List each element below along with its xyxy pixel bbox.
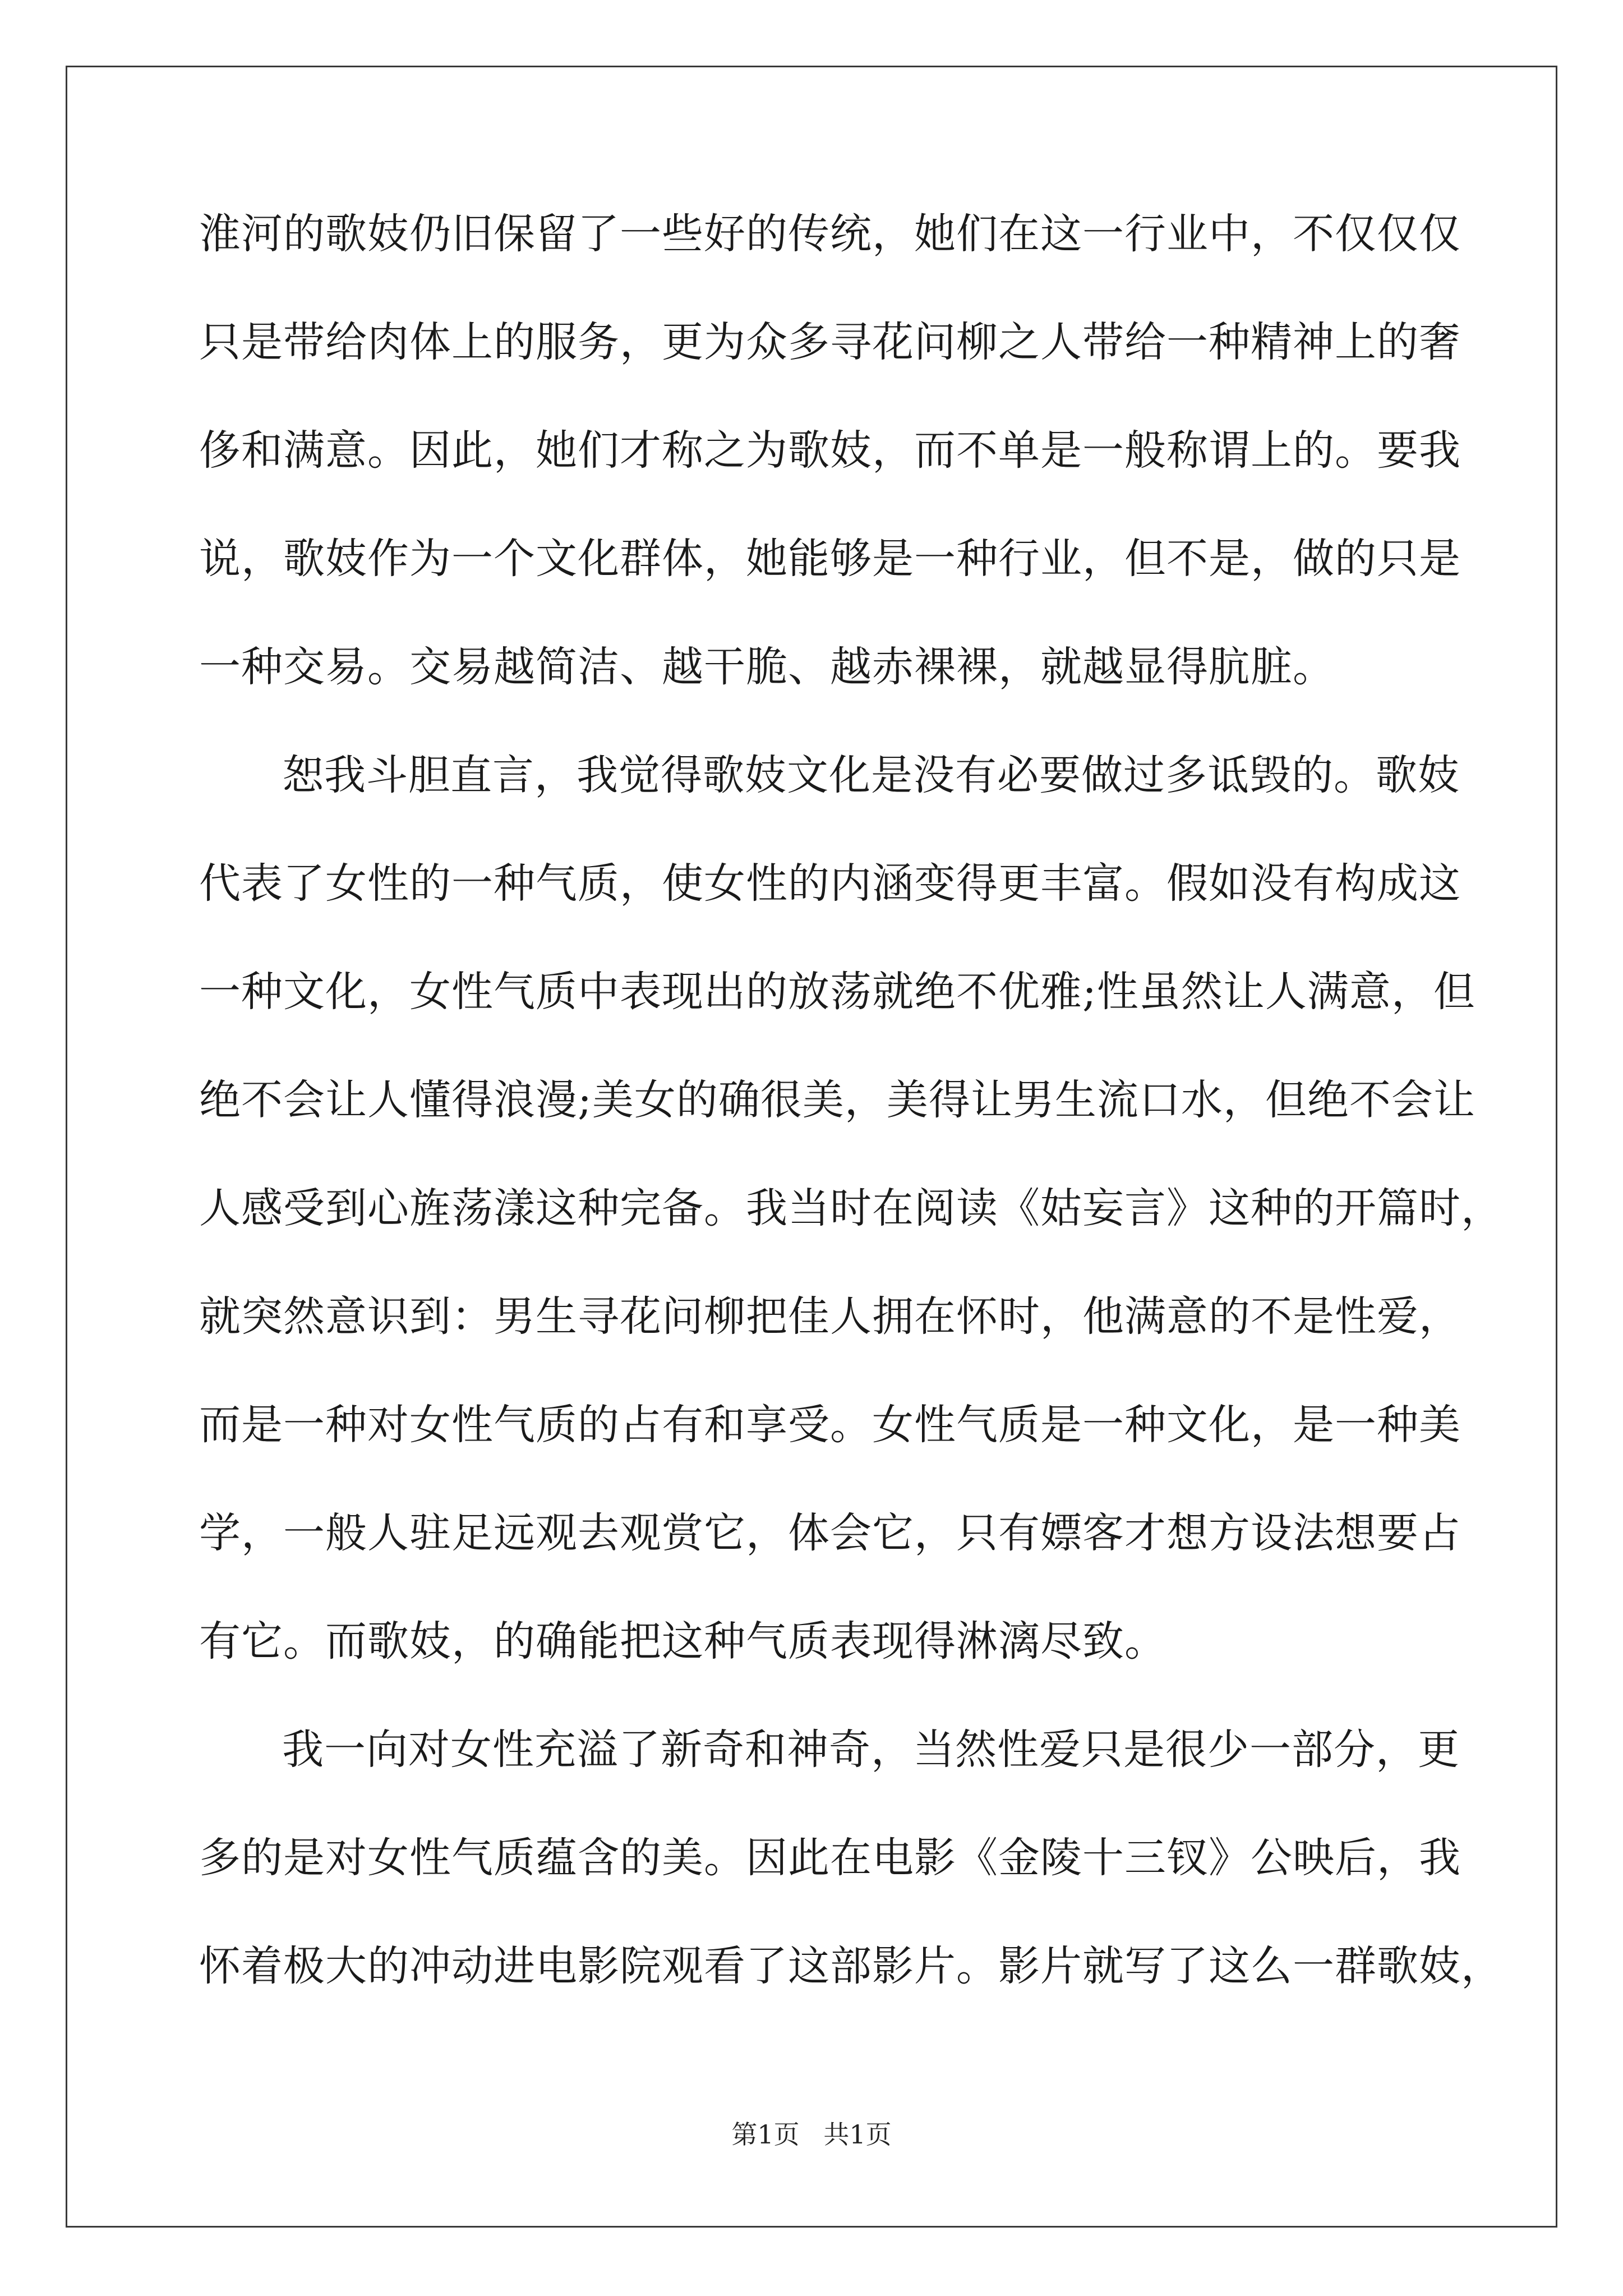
page-footer — [0, 2119, 1623, 2150]
text-line: 只是带给肉体上的服务，更为众多寻花问柳之人带给一种精神上的奢 — [199, 318, 1461, 366]
text-line: 淮河的歌妓仍旧保留了一些好的传统，她们在这一行业中，不仅仅仅 — [199, 210, 1461, 258]
text-line: 怀着极大的冲动进电影院观看了这部影片。影片就写了这么一群歌妓， — [199, 1942, 1503, 1990]
page-total: 共1页 — [823, 2119, 892, 2150]
text-line: 代表了女性的一种气质，使女性的内涵变得更丰富。假如没有构成这 — [199, 859, 1461, 908]
text-line: 一种文化，女性气质中表现出的放荡就绝不优雅;性虽然让人满意，但 — [199, 968, 1476, 1016]
page-number: 第1页 — [731, 2119, 800, 2150]
text-line: 侈和满意。因此，她们才称之为歌妓，而不单是一般称谓上的。要我 — [199, 426, 1461, 475]
paragraph-start-line: 我一向对女性充溢了新奇和神奇，当然性爱只是很少一部分，更 — [282, 1726, 1460, 1774]
text-line: 人感受到心旌荡漾这种完备。我当时在阅读《姑妄言》这种的开篇时， — [199, 1184, 1503, 1232]
text-line: 有它。而歌妓，的确能把这种气质表现得淋漓尽致。 — [199, 1617, 1166, 1665]
text-line: 学，一般人驻足远观去观赏它，体会它，只有嫖客才想方设法想要占 — [199, 1509, 1461, 1557]
text-line: 说，歌妓作为一个文化群体，她能够是一种行业，但不是，做的只是 — [199, 535, 1461, 583]
text-line: 多的是对女性气质蕴含的美。因此在电影《金陵十三钗》公映后，我 — [199, 1834, 1461, 1882]
text-line: 一种交易。交易越简洁、越干脆、越赤裸裸，就越显得肮脏。 — [199, 643, 1335, 691]
document-body — [199, 210, 1503, 2054]
paragraph-start-line: 恕我斗胆直言，我觉得歌妓文化是没有必要做过多诋毁的。歌妓 — [282, 751, 1460, 799]
text-line: 绝不会让人懂得浪漫;美女的确很美，美得让男生流口水，但绝不会让 — [199, 1076, 1476, 1124]
text-line: 就突然意识到：男生寻花问柳把佳人拥在怀时，他满意的不是性爱， — [199, 1292, 1461, 1341]
text-line: 而是一种对女性气质的占有和享受。女性气质是一种文化，是一种美 — [199, 1401, 1461, 1449]
